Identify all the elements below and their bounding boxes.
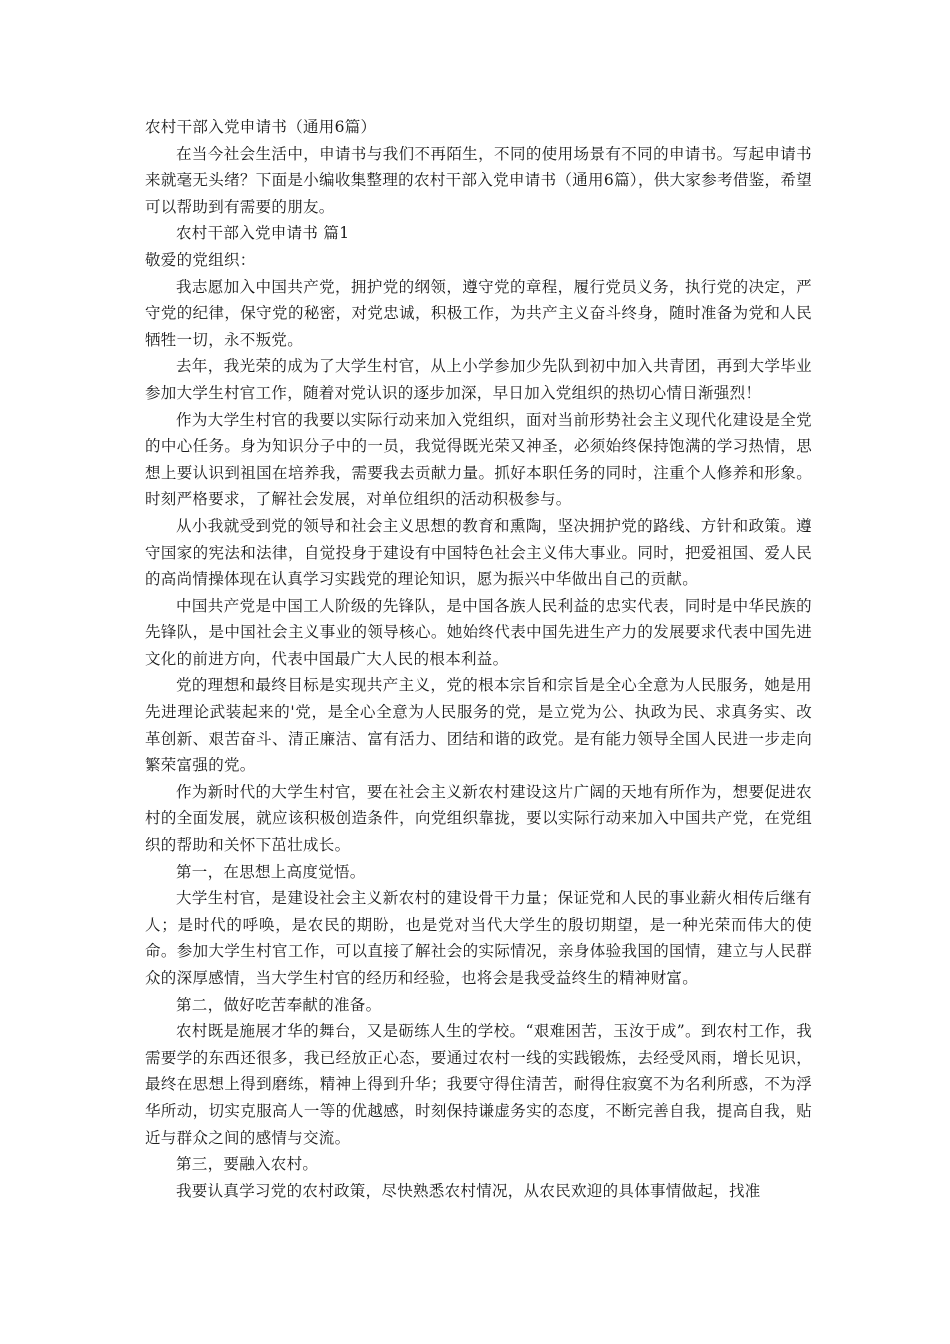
point-heading: 第三，要融入农村。 — [176, 1155, 319, 1174]
point-heading: 第二，做好吃苦奉献的准备。 — [176, 995, 382, 1014]
section-heading: 农村干部入党申请书 篇1 — [176, 224, 350, 243]
body-paragraph: 农村既是施展才华的舞台，又是砺练人生的学校。“艰难困苦，玉汝于成”。到农村工作，我需要学的东西还很多，我已经放正心态，要通过农村一线的实践锻炼，去经受风雨，增长见识，最终在思想上得到磨练，精神上得到升华；我要守得住清苦，耐得住寂寞不为名利所惑，不为浮华所动，切实克服高人一等的优越感，时刻保持谦虚务实的态度，不断完善自我，提高自我，贴近与群众之间的感情与交流。 — [145, 1022, 812, 1147]
salutation: 敬爱的党组织： — [145, 250, 256, 269]
body-paragraph: 我志愿加入中国共产党，拥护党的纲领，遵守党的章程，履行党员义务，执行党的决定，严守党的纪律，保守党的秘密，对党忠诚，积极工作，为共产主义奋斗终身，随时准备为党和人民牺牲一切，永不叛党。 — [145, 277, 812, 349]
intro-paragraph: 在当今社会生活中，申请书与我们不再陌生，不同的使用场景有不同的申请书。写起申请书来就毫无头绪？下面是小编收集整理的农村干部入党申请书（通用6篇），供大家参考借鉴，希望可以帮助到有需要的朋友。 — [145, 144, 812, 216]
body-paragraph: 作为新时代的大学生村官，要在社会主义新农村建设这片广阔的天地有所作为，想要促进农村的全面发展，就应该积极创造条件，向党组织靠拢，要以实际行动来加入中国共产党，在党组织的帮助和关怀下茁壮成长。 — [145, 782, 812, 855]
body-paragraph: 大学生村官，是建设社会主义新农村的建设骨干力量；保证党和人民的事业薪火相传后继有人；是时代的呼唤，是农民的期盼，也是党对当代大学生的殷切期望，是一种光荣而伟大的使命。参加大学生村官工作，可以直接了解社会的实际情况，亲身体验我国的国情，建立与人民群众的深厚感情，当大学生村官的经历和经验，也将会是我受益终生的精神财富。 — [145, 889, 812, 987]
body-paragraph: 党的理想和最终目标是实现共产主义，党的根本宗旨和宗旨是全心全意为人民服务，她是用先进理论武装起来的'党，是全心全意为人民服务的党，是立党为公、执政为民、求真务实、改革创新、艰苦奋斗、清正廉洁、富有活力、团结和谐的政党。是有能力领导全国人民进一步走向繁荣富强的党。 — [145, 676, 812, 775]
body-paragraph: 从小我就受到党的领导和社会主义思想的教育和熏陶，坚决拥护党的路线、方针和政策。遵守国家的宪法和法律，自觉投身于建设有中国特色社会主义伟大事业。同时，把爱祖国、爱人民的高尚情操体现在认真学习实践党的理论知识，愿为振兴中华做出自己的贡献。 — [145, 516, 812, 589]
body-paragraph: 中国共产党是中国工人阶级的先锋队，是中国各族人民利益的忠实代表，同时是中华民族的先锋队，是中国社会主义事业的领导核心。她始终代表中国先进生产力的发展要求代表中国先进文化的前进方向，代表中国最广大人民的根本利益。 — [145, 596, 812, 668]
point-heading: 第一，在思想上高度觉悟。 — [176, 862, 366, 881]
document-page — [145, 114, 812, 1204]
body-paragraph: 作为大学生村官的我要以实际行动来加入党组织，面对当前形势社会主义现代化建设是全党的中心任务。身为知识分子中的一员，我觉得既光荣又神圣，必须始终保持饱满的学习热情，思想上要认识到祖国在培养我，需要我去贡献力量。抓好本职任务的同时，注重个人修养和形象。时刻严格要求，了解社会发展，对单位组织的活动积极参与。 — [145, 410, 812, 509]
body-paragraph: 去年，我光荣的成为了大学生村官，从上小学参加少先队到初中加入共青团，再到大学毕业参加大学生村官工作，随着对党认识的逐步加深，早日加入党组织的热切心情日渐强烈！ — [145, 357, 812, 402]
body-paragraph: 我要认真学习党的农村政策，尽快熟悉农村情况，从农民欢迎的具体事情做起，找准 — [176, 1181, 761, 1200]
document-title: 农村干部入党申请书（通用6篇） — [145, 118, 377, 136]
